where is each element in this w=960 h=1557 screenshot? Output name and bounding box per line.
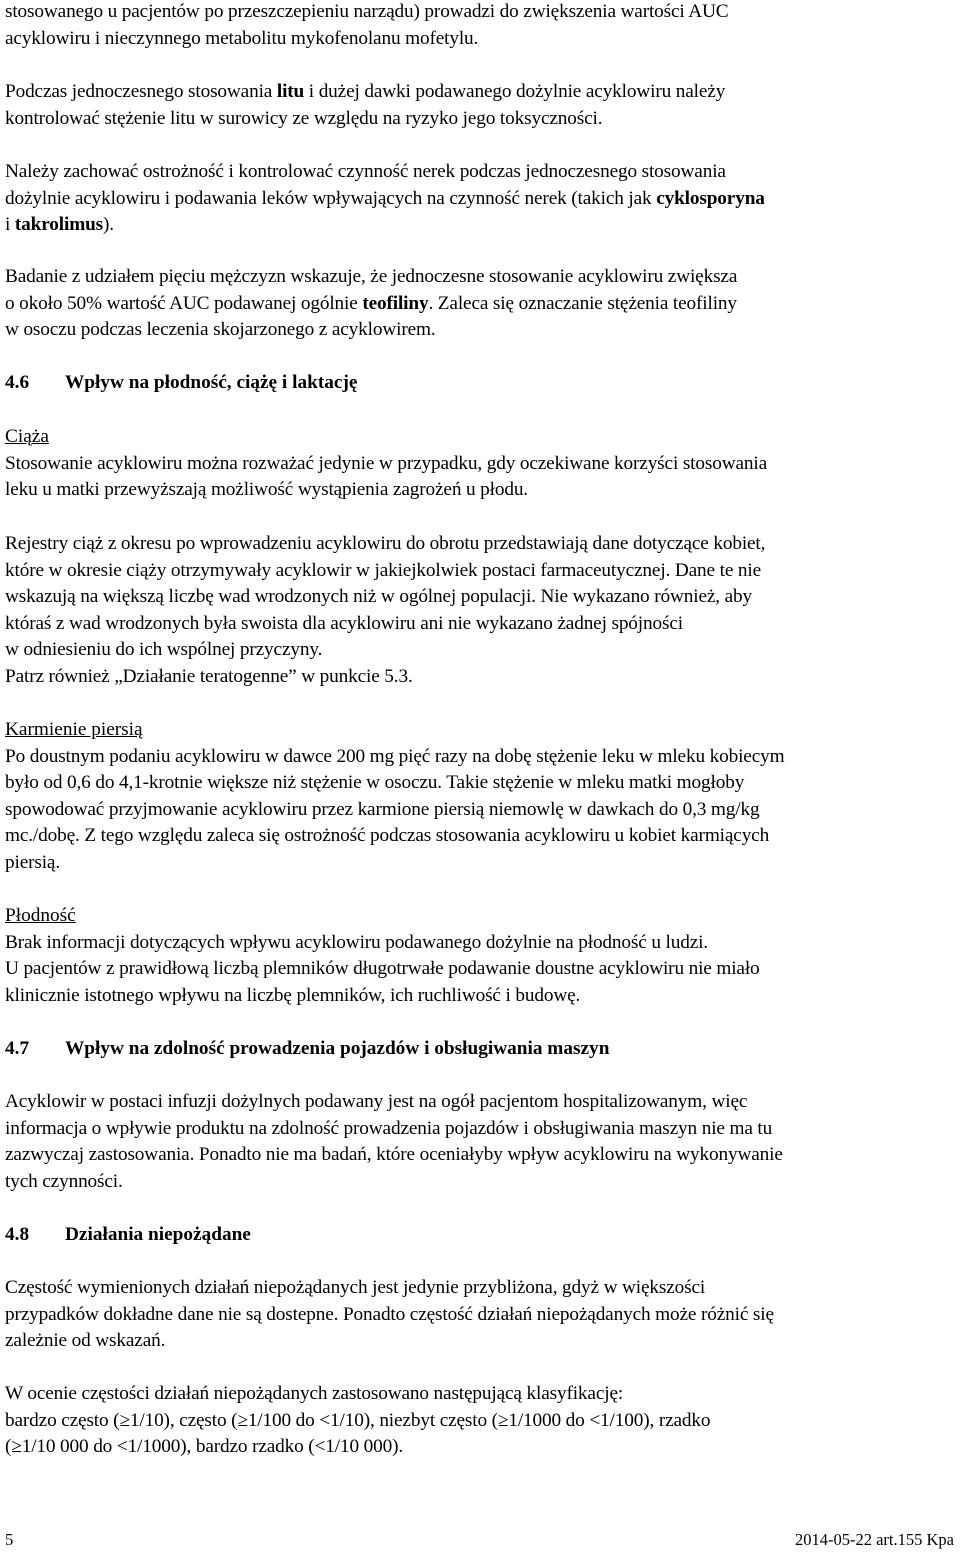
text-line: U pacjentów z prawidłową liczbą plemników długotrwałe podawanie doustne acyklowiru nie miało	[5, 958, 760, 980]
text-run: Podczas jednoczesnego stosowania	[5, 81, 277, 102]
text-line: wskazują na większą liczbę wad wrodzonych niż w ogólnej populacji. Nie wykazano również, aby	[5, 586, 753, 608]
subsection-breastfeeding	[5, 717, 784, 877]
page-number: 5	[5, 1530, 14, 1549]
text-line	[5, 186, 765, 213]
paragraph-kidney	[5, 159, 765, 239]
text-line: Po doustnym podaniu acyklowiru w dawce 200 mg pięć razy na dobę stężenie leku w mleku kobiecym	[5, 745, 785, 767]
subsection-pregnancy	[5, 424, 767, 504]
text-line	[5, 79, 725, 106]
text-line: Badanie z udziałem pięciu mężczyzn wskazuje, że jednoczesne stosowanie acyklowiru zwiększa	[5, 266, 738, 287]
text-line: leku u matki przewyższają możliwość wystąpienia zagrożeń u płodu.	[5, 479, 528, 501]
text-line: Częstość wymienionych działań niepożądanych jest jedynie przybliżona, gdyż w większości	[5, 1277, 706, 1298]
text-line: w osoczu podczas leczenia skojarzonego z acyklowirem.	[5, 319, 436, 341]
section-number: 4.6	[5, 372, 30, 393]
text-line: Patrz również „Działanie teratogenne” w punkcie 5.3.	[5, 665, 413, 687]
paragraph-classification	[5, 1381, 710, 1461]
page-footer	[5, 1530, 954, 1550]
text-line: Należy zachować ostrożność i kontrolować czynność nerek podczas jednoczesnego stosowania	[5, 161, 726, 182]
subsection-title: Ciąża	[5, 426, 49, 447]
document-reference: 2014-05-22 art.155 Kpa	[794, 1530, 954, 1549]
text-line: bardzo często (≥1/10), często (≥1/100 do <1/10), niezbyt często (≥1/1000 do <1/100), rzadko	[5, 1409, 711, 1431]
text-run: ).	[103, 214, 114, 236]
paragraph-fertility	[5, 930, 760, 1010]
section-title: Wpływ na zdolność prowadzenia pojazdów i obsługiwania maszyn	[65, 1038, 610, 1059]
text-line: stosowanego u pacjentów po przeszczepieniu narządu) prowadzi do zwiększenia wartości AUC	[5, 1, 729, 22]
section-title: Wpływ na płodność, ciążę i laktację	[65, 372, 358, 393]
paragraph-theophylline	[5, 264, 737, 344]
subsection-title: Karmienie piersią	[5, 719, 143, 740]
text-run: dożylnie acyklowiru i podawania leków wpływających na czynność nerek (takich jak	[5, 187, 657, 209]
text-line: mc./dobę. Z tego względu zaleca się ostrożność podczas stosowania acyklowiru u kobiet karmiących	[5, 825, 770, 847]
text-line	[5, 291, 737, 318]
section-title: Działania niepożądane	[65, 1224, 251, 1245]
subsection-fertility	[5, 903, 760, 1009]
text-line: (≥1/10 000 do <1/1000), bardzo rzadko (<1/10 000).	[5, 1436, 404, 1458]
bold-term: teofiliny	[362, 292, 429, 314]
text-line: zazwyczaj zastosowania. Ponadto nie ma badań, które oceniałyby wpływ acyklowiru na wykonywanie	[5, 1144, 783, 1166]
text-run: o około 50% wartość AUC podawanej ogólnie	[5, 292, 363, 314]
section-number: 4.8	[5, 1224, 30, 1245]
section-heading-4-7	[5, 1036, 609, 1063]
section-heading-4-6	[5, 370, 357, 397]
text-line: Acyklowir w postaci infuzji dożylnych podawany jest na ogół pacjentom hospitalizowanym, więc	[5, 1091, 748, 1112]
text-line: acyklowiru i nieczynnego metabolitu mykofenolanu mofetylu.	[5, 27, 479, 49]
paragraph-lithium	[5, 79, 725, 132]
text-line: Rejestry ciąż z okresu po wprowadzeniu acyklowiru do obrotu przedstawiają dane dotyczące kobiet,	[5, 533, 766, 554]
text-line: było od 0,6 do 4,1-krotnie większe niż stężenie w osoczu. Takie stężenie w mleku matki mogłoby	[5, 772, 745, 794]
paragraph-intro	[5, 0, 729, 52]
text-line: W ocenie częstości działań niepożądanych zastosowano następującą klasyfikację:	[5, 1383, 624, 1404]
paragraph-registries	[5, 531, 765, 691]
text-line: piersią.	[5, 851, 61, 873]
bold-term: cyklosporyna	[656, 187, 765, 209]
subsection-title: Płodność	[5, 905, 76, 926]
text-line: któraś z wad wrodzonych była swoista dla acyklowiru ani nie wykazano żadnej spójności	[5, 612, 683, 634]
text-line: które w okresie ciąży otrzymywały acyklowir w jakiejkolwiek postaci farmaceutycznej. Dane te nie	[5, 559, 762, 581]
text-run: . Zaleca się oznaczanie stężenia teofiliny	[428, 292, 737, 314]
text-line: Brak informacji dotyczących wpływu acyklowiru podawanego dożylnie na płodność u ludzi.	[5, 931, 708, 953]
bold-term: takrolimus	[14, 214, 104, 236]
text-run: i	[5, 214, 15, 236]
text-line: informacja o wpływie produktu na zdolność prowadzenia pojazdów i obsługiwania maszyn nie ma tu	[5, 1117, 773, 1139]
text-line: spowodować przyjmowanie acyklowiru przez karmione piersią niemowlę w dawkach do 0,3 mg/kg	[5, 798, 760, 820]
paragraph-pregnancy	[5, 451, 767, 504]
text-line: przypadków dokładne dane nie są dostepne. Ponadto częstość działań niepożądanych może różnić się	[5, 1303, 774, 1325]
paragraph-driving	[5, 1089, 783, 1195]
text-run: i dużej dawki podawanego dożylnie acyklowiru należy	[304, 81, 726, 102]
section-heading-4-8	[5, 1222, 251, 1249]
text-line	[5, 212, 765, 239]
text-line: klinicznie istotnego wpływu na liczbę plemników, ich ruchliwość i budowę.	[5, 984, 581, 1006]
text-line: w odniesieniu do ich wspólnej przyczyny.	[5, 639, 323, 661]
paragraph-breastfeeding	[5, 744, 784, 877]
section-number: 4.7	[5, 1038, 30, 1059]
text-line: Stosowanie acyklowiru można rozważać jedynie w przypadku, gdy oczekiwane korzyści stosowania	[5, 452, 768, 474]
paragraph-frequency	[5, 1275, 774, 1355]
text-line: kontrolować stężenie litu w surowicy ze względu na ryzyko jego toksyczności.	[5, 107, 603, 129]
text-line: tych czynności.	[5, 1170, 123, 1192]
bold-term: litu	[276, 81, 305, 102]
text-line: zależnie od wskazań.	[5, 1330, 166, 1352]
